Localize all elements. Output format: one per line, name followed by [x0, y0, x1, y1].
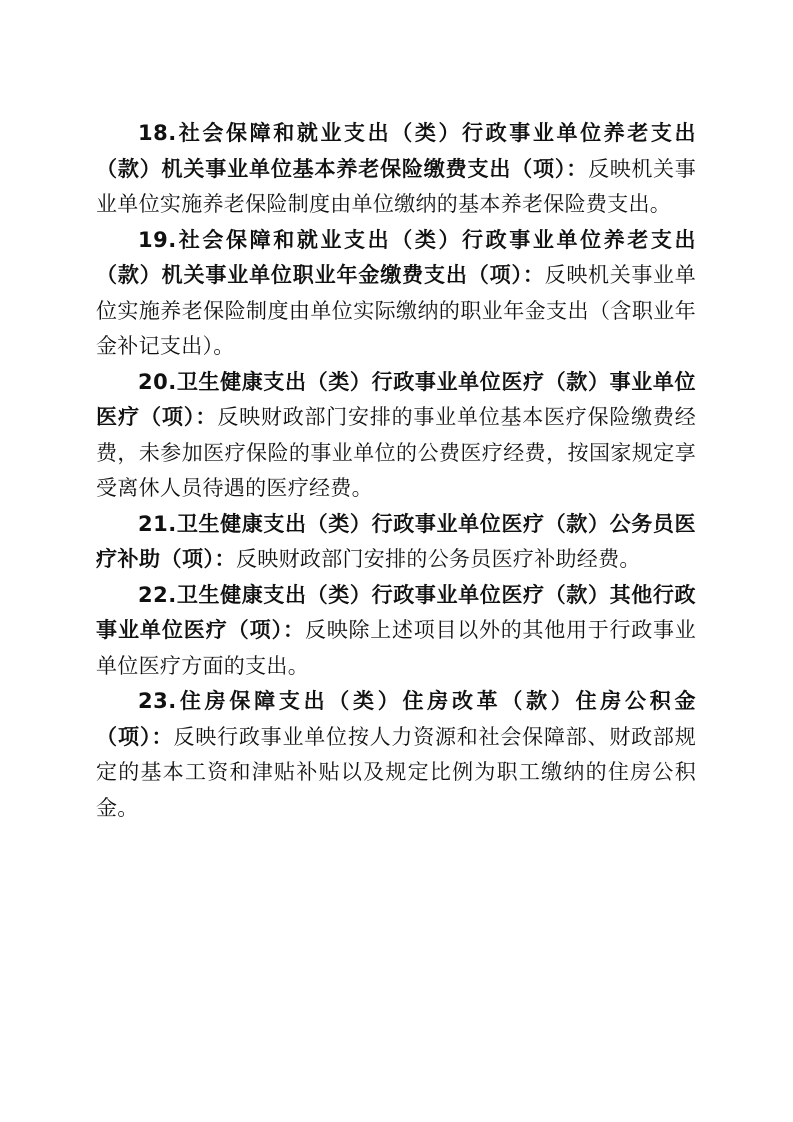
- item-18: [96, 116, 696, 223]
- item-description: 反映机关事业单位实施养老保险制度由单位缴纳的基本养老保险费支出。: [96, 156, 697, 216]
- item-heading: 19.社会保障和就业支出（类）行政事业单位养老支出（款）机关事业单位职业年金缴费支出（项）：: [96, 227, 696, 287]
- item-heading: 18.社会保障和就业支出（类）行政事业单位养老支出（款）机关事业单位基本养老保险缴费支出（项）：: [96, 121, 696, 181]
- item-heading: 21.卫生健康支出（类）行政事业单位医疗（款）公务员医疗补助（项）：: [96, 511, 696, 571]
- item-heading: 23.住房保障支出（类）住房改革（款）住房公积金（项）：: [96, 689, 696, 749]
- item-19: [96, 223, 696, 365]
- document-page: [96, 116, 696, 826]
- item-description: 反映除上述项目以外的其他用于行政事业单位医疗方面的支出。: [96, 618, 696, 678]
- item-20: [96, 365, 696, 507]
- item-heading: 22.卫生健康支出（类）行政事业单位医疗（款）其他行政事业单位医疗（项）：: [96, 582, 696, 642]
- item-23: [96, 684, 696, 826]
- item-description: 反映财政部门安排的事业单位基本医疗保险缴费经费，未参加医疗保险的事业单位的公费医疗经费，按国家规定享受离休人员待遇的医疗经费。: [96, 405, 696, 500]
- item-22: [96, 578, 696, 685]
- item-description: 反映机关事业单位实施养老保险制度由单位实际缴纳的职业年金支出（含职业年金补记支出）。: [96, 263, 697, 358]
- item-description: 反映财政部门安排的公务员医疗补助经费。: [236, 547, 641, 571]
- item-description: 反映行政事业单位按人力资源和社会保障部、财政部规定的基本工资和津贴补贴以及规定比例为职工缴纳的住房公积金。: [96, 724, 697, 820]
- item-heading: 20.卫生健康支出（类）行政事业单位医疗（款）事业单位医疗（项）：: [96, 369, 696, 429]
- item-21: [96, 507, 696, 578]
